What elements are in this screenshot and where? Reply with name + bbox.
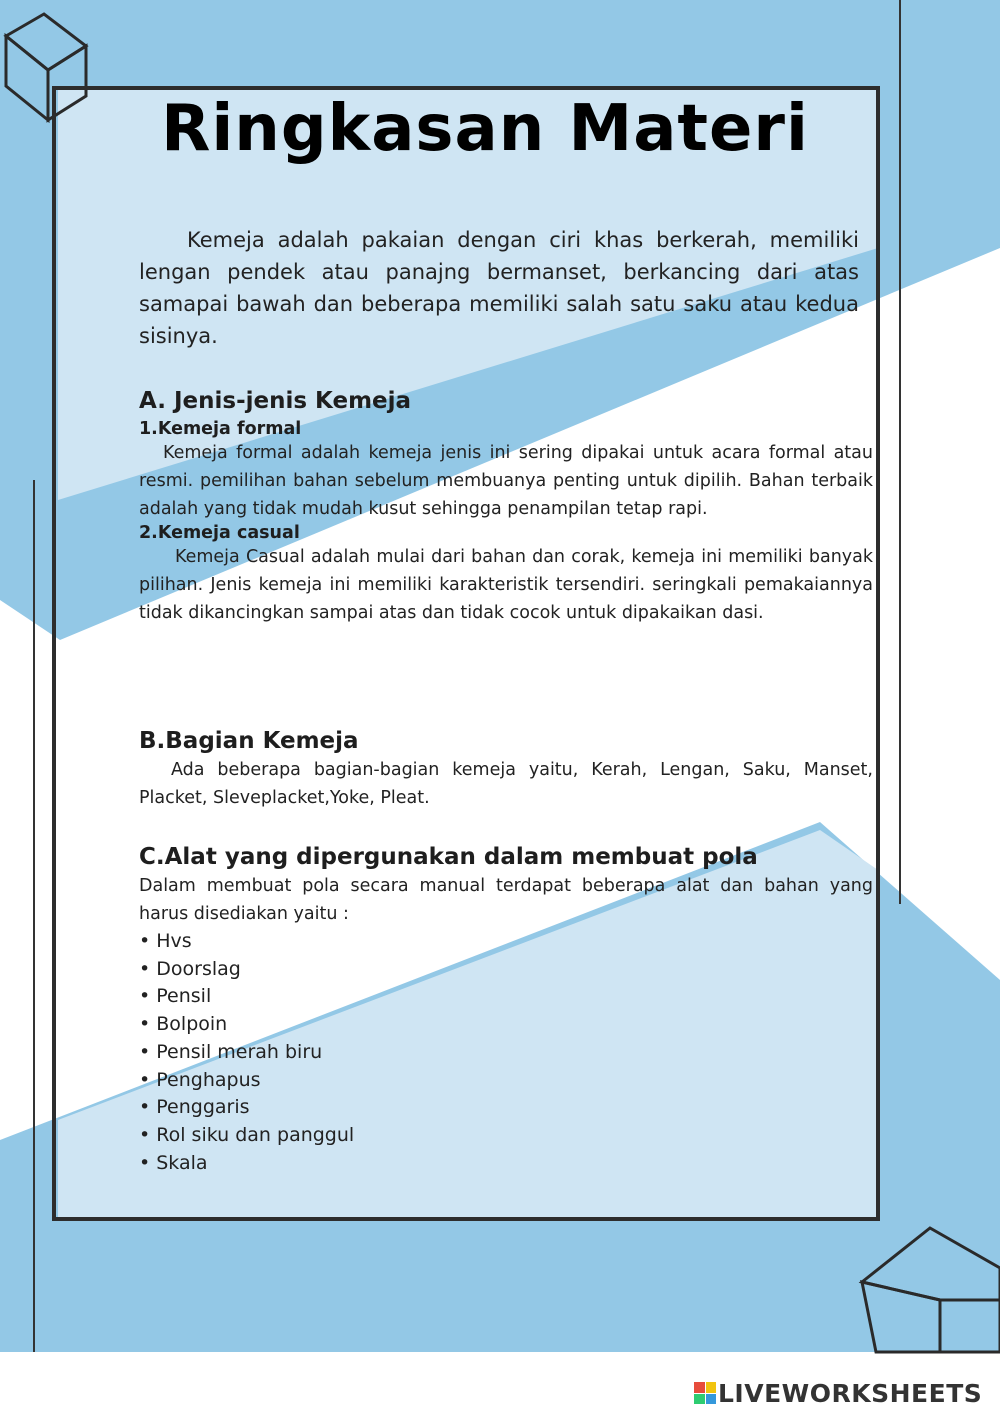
list-item: • Pensil <box>139 983 873 1011</box>
liveworksheets-icon <box>694 1382 716 1404</box>
section-c <box>139 844 873 1177</box>
list-item: • Skala <box>139 1150 873 1178</box>
section-a <box>139 388 873 627</box>
section-b-text: Ada beberapa bagian-bagian kemeja yaitu, Kerah, Lengan, Saku, Manset, Placket, Sleveplacket,Yoke, Pleat. <box>139 760 873 808</box>
section-a-sub1-text: Kemeja formal adalah kemeja jenis ini sering dipakai untuk acara formal atau resmi. pemilihan bahan sebelum membuanya penting untuk dipilih. Bahan terbaik adalah yang tidak mudah kusut sehingga penampilan tetap rapi. <box>139 443 873 519</box>
intro-paragraph: Kemeja adalah pakaian dengan ciri khas berkerah, memiliki lengan pendek atau panajng bermanset, berkancing dari atas samapai bawah dan beberapa memiliki salah satu saku atau kedua sisinya. <box>139 228 859 348</box>
list-item: • Doorslag <box>139 956 873 984</box>
section-b-heading: B.Bagian Kemeja <box>139 728 359 754</box>
brand-name: LIVEWORKSHEETS <box>718 1378 983 1408</box>
list-item: • Pensil merah biru <box>139 1039 873 1067</box>
section-a-sub2-title: 2.Kemeja casual <box>139 523 300 543</box>
list-item: • Hvs <box>139 928 873 956</box>
section-a-heading: A. Jenis-jenis Kemeja <box>139 388 412 414</box>
list-item: • Bolpoin <box>139 1011 873 1039</box>
tools-list <box>139 928 873 1177</box>
section-c-heading: C.Alat yang dipergunakan dalam membuat pola <box>139 844 758 870</box>
section-b <box>139 728 873 812</box>
list-item: • Penggaris <box>139 1094 873 1122</box>
list-item: • Rol siku dan panggul <box>139 1122 873 1150</box>
page-title: Ringkasan Materi <box>161 92 809 166</box>
section-a-sub1-title: 1.Kemeja formal <box>139 419 302 439</box>
list-item: • Penghapus <box>139 1067 873 1095</box>
section-c-text: Dalam membuat pola secara manual terdapat beberapa alat dan bahan yang harus disediakan yaitu : <box>139 876 873 924</box>
section-a-sub2-text: Kemeja Casual adalah mulai dari bahan dan corak, kemeja ini memiliki banyak pilihan. Jenis kemeja ini memiliki karakteristik tersendiri. seringkali pemakaiannya tidak dikancingkan sampai atas dan tidak cocok untuk dipakaikan dasi. <box>139 547 873 623</box>
liveworksheets-logo[interactable] <box>694 1378 982 1408</box>
